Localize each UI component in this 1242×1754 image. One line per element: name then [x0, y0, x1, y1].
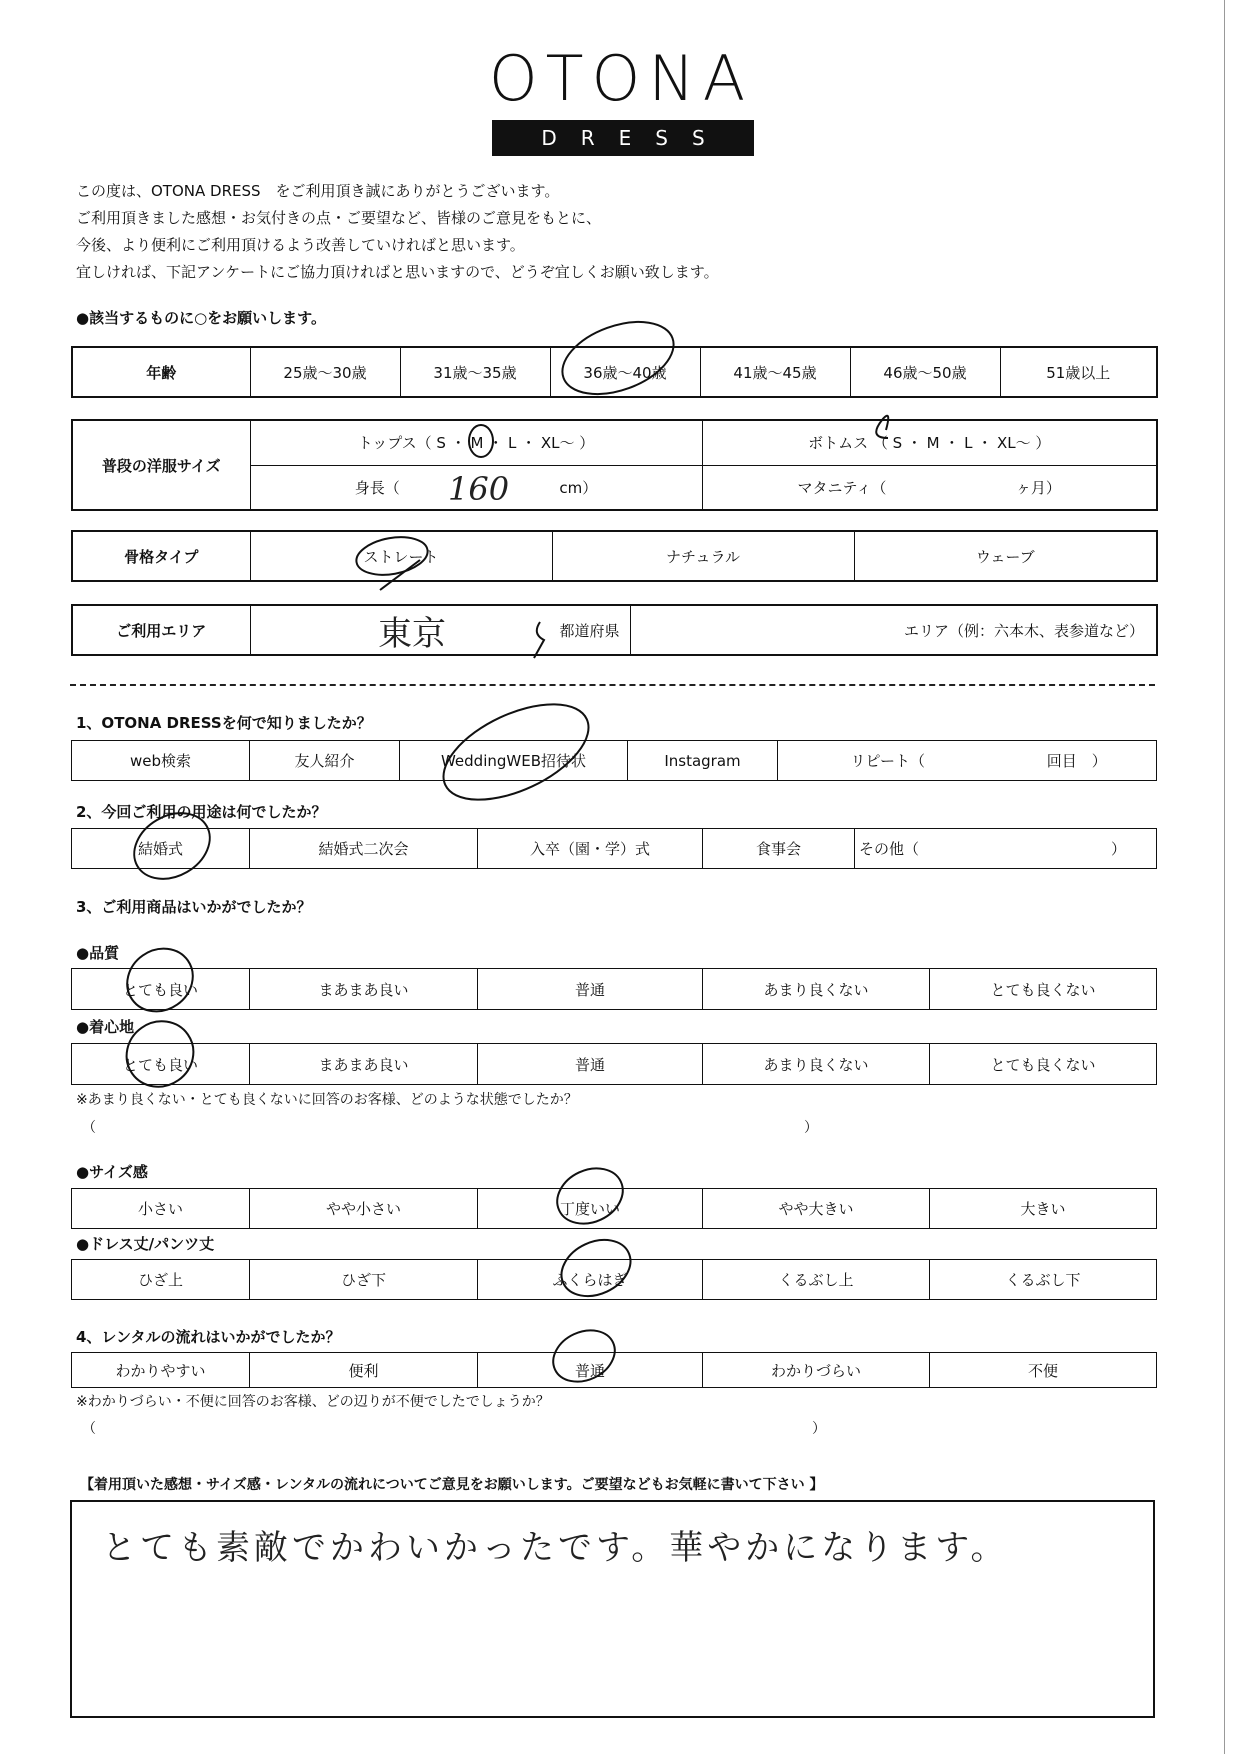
q1-option[interactable]: WeddingWEB招待状	[400, 741, 628, 781]
frame-option[interactable]: ストレート	[250, 531, 552, 581]
length-circle	[552, 1229, 639, 1307]
area-hint: エリア（例：六本木、表参道など）	[903, 621, 1144, 640]
age-option[interactable]: 25歳～30歳	[250, 347, 400, 397]
q4-note: ※わかりづらい・不便に回答のお客様、どの辺りが不便でしたでしょうか？	[76, 1394, 550, 1410]
length-option[interactable]: ひざ上	[72, 1260, 250, 1300]
q1-option[interactable]: web検索	[72, 741, 250, 781]
q4-option[interactable]: わかりづらい	[703, 1353, 930, 1388]
age-option[interactable]: 31歳～35歳	[400, 347, 550, 397]
fit-option[interactable]: 小さい	[72, 1189, 250, 1229]
height-handwritten: 160	[448, 470, 510, 508]
comfort-answer-close: ）	[804, 1120, 818, 1136]
quality-option[interactable]: とても良くない	[930, 969, 1157, 1010]
logo-dress-bar: DRESS	[492, 120, 754, 156]
q4-option[interactable]: わかりやすい	[72, 1353, 250, 1388]
frame-label: 骨格タイプ	[72, 531, 250, 581]
q2-circle	[122, 800, 221, 892]
age-option[interactable]: 46歳～50歳	[850, 347, 1000, 397]
quality-circle	[115, 936, 205, 1024]
quality-option[interactable]: とても良い	[72, 969, 250, 1010]
q4-option[interactable]: 普通	[478, 1353, 703, 1388]
comfort-answer-open: （	[82, 1120, 96, 1136]
intro-line: 今後、より便利にご利用頂けるよう改善していければと思います。	[76, 236, 525, 254]
quality-option[interactable]: 普通	[478, 969, 703, 1010]
fit-circle	[548, 1158, 632, 1234]
fit-option[interactable]: やや大きい	[703, 1189, 930, 1229]
q4-answer-close: ）	[812, 1421, 826, 1437]
comfort-label: ●着心地	[76, 1018, 135, 1036]
intro-line: 宜しければ、下記アンケートにご協力頂ければと思いますので、どうぞ宜しくお願い致します。	[76, 263, 719, 281]
intro-line: この度は、OTONA DRESS をご利用頂き誠にありがとうございます。	[76, 182, 560, 200]
logo-otona: OTONA	[488, 42, 754, 115]
length-option[interactable]: ひざ下	[250, 1260, 478, 1300]
comfort-option[interactable]: まあまあ良い	[250, 1044, 478, 1085]
area-label: ご利用エリア	[72, 605, 250, 655]
q4-circle	[545, 1321, 623, 1392]
q2-option[interactable]: 結婚式二次会	[250, 829, 478, 869]
tops-size-option[interactable]: トップス（ S ・ M ・ L ・ XL～ ）	[250, 420, 702, 465]
q3-heading: 3、ご利用商品はいかがでしたか？	[76, 898, 312, 916]
tops-m-circle	[469, 425, 493, 457]
frame-option[interactable]: ナチュラル	[552, 531, 854, 581]
comfort-option[interactable]: とても良くない	[930, 1044, 1157, 1085]
height-label: 身長（	[354, 478, 400, 497]
fit-option[interactable]: やや小さい	[250, 1189, 478, 1229]
maternity-label: マタニティ（	[797, 478, 887, 497]
q1-circle	[429, 685, 603, 820]
prefecture-suffix: 都道府県	[559, 621, 620, 640]
q4-option[interactable]: 不便	[930, 1353, 1157, 1388]
comfort-option[interactable]: 普通	[478, 1044, 703, 1085]
q1-repeat-option[interactable]: リピート（	[778, 741, 998, 781]
age-option[interactable]: 36歳～40歳	[550, 347, 700, 397]
comfort-note: ※あまり良くない・とても良くないに回答のお客様、どのような状態でしたか？	[76, 1092, 578, 1108]
quality-label: ●品質	[76, 944, 120, 962]
frame-option[interactable]: ウェーブ	[854, 531, 1157, 581]
comfort-circle	[114, 1008, 206, 1099]
q2-other-option[interactable]: その他（	[855, 829, 1005, 869]
fit-option[interactable]: 丁度いい	[478, 1189, 703, 1229]
quality-option[interactable]: まあまあ良い	[250, 969, 478, 1010]
area-mark	[534, 622, 544, 658]
profile-heading: ●該当するものに○をお願いします。	[76, 309, 326, 327]
frame-circle	[353, 532, 430, 580]
size-label: 普段の洋服サイズ	[72, 420, 250, 510]
comfort-option[interactable]: あまり良くない	[703, 1044, 930, 1085]
bottoms-size-option[interactable]: ボトムス （ S ・ M ・ L ・ XL～ ）	[702, 420, 1157, 465]
q4-option[interactable]: 便利	[250, 1353, 478, 1388]
bottoms-s-mark	[876, 416, 888, 438]
age-circle	[553, 308, 684, 408]
comment-handwritten: とても素敵でかわいかったです。華やかになります。	[102, 1528, 1009, 1568]
fit-label: ●サイズ感	[76, 1163, 148, 1181]
fit-option[interactable]: 大きい	[930, 1189, 1157, 1229]
length-option[interactable]: くるぶし下	[930, 1260, 1157, 1300]
prefecture-handwritten: 東京	[378, 614, 446, 654]
q2-heading: 2、今回ご利用の用途は何でしたか？	[76, 803, 327, 821]
height-unit: cm）	[559, 478, 598, 497]
q4-heading: 4、レンタルの流れはいかがでしたか？	[76, 1328, 341, 1346]
q2-other-close: ）	[1005, 829, 1157, 869]
intro-line: ご利用頂きました感想・お気付きの点・ご要望など、皆様のご意見をもとに、	[76, 209, 602, 227]
age-option[interactable]: 51歳以上	[1000, 347, 1157, 397]
comment-heading: 【着用頂いた感想・サイズ感・レンタルの流れについてご意見をお願いします。ご要望などもお気軽に書いて下さい 】	[80, 1477, 824, 1493]
length-option[interactable]: ふくらはぎ	[478, 1260, 703, 1300]
q1-repeat-count[interactable]: 回目 ）	[998, 741, 1157, 781]
q1-option[interactable]: 友人紹介	[250, 741, 400, 781]
q2-option[interactable]: 入卒（園・学）式	[478, 829, 703, 869]
length-option[interactable]: くるぶし上	[703, 1260, 930, 1300]
quality-option[interactable]: あまり良くない	[703, 969, 930, 1010]
q2-option[interactable]: 結婚式	[72, 829, 250, 869]
q1-option[interactable]: Instagram	[628, 741, 778, 781]
q2-option[interactable]: 食事会	[703, 829, 855, 869]
age-label: 年齢	[72, 347, 250, 397]
q4-answer-open: （	[82, 1421, 96, 1437]
maternity-unit: ヶ月）	[1015, 478, 1061, 497]
age-option[interactable]: 41歳～45歳	[700, 347, 850, 397]
length-label: ●ドレス丈/パンツ丈	[76, 1235, 215, 1253]
q1-heading: 1、OTONA DRESSを何で知りましたか？	[76, 714, 372, 732]
comfort-option[interactable]: とても良い	[72, 1044, 250, 1085]
